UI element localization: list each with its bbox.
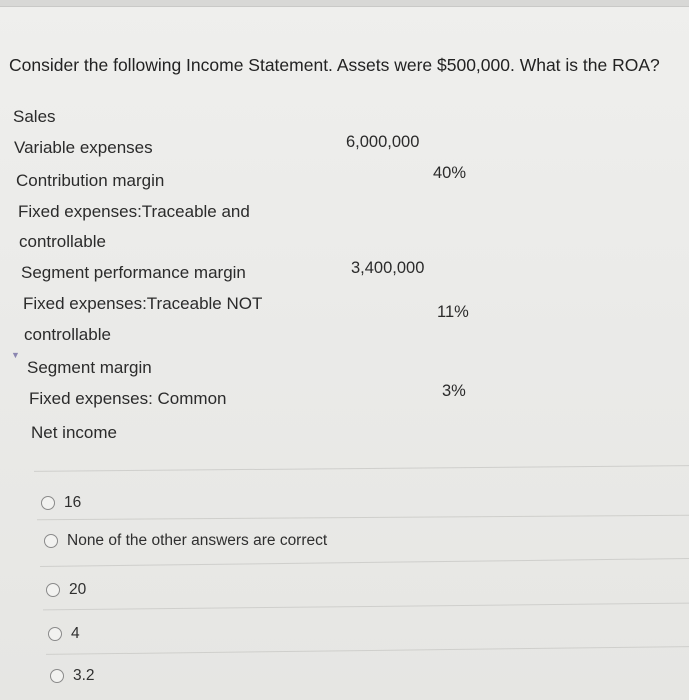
row-label-segment-performance-margin: Segment performance margin (21, 263, 246, 282)
row-label-fixed-traceable-not-controllable: Fixed expenses:Traceable NOT (23, 294, 263, 313)
row-label-net-income: Net income (31, 423, 117, 442)
answer-option-none-correct[interactable] (44, 532, 327, 550)
radio-button[interactable] (48, 627, 62, 641)
divider (46, 646, 689, 655)
radio-button[interactable] (50, 669, 64, 683)
answer-option-16[interactable] (41, 494, 81, 512)
divider (43, 603, 689, 611)
row-label-fixed-traceable-controllable: Fixed expenses:Traceable and (18, 202, 250, 221)
divider (40, 558, 689, 567)
value-fixed-common-percent: 3% (442, 382, 466, 400)
answer-option-3-2[interactable] (50, 667, 95, 685)
row-label-fixed-traceable-controllable-cont: controllable (19, 232, 106, 251)
row-label-segment-margin: Segment margin (27, 358, 152, 377)
answer-label: 3.2 (73, 667, 95, 684)
top-border (0, 0, 689, 7)
answer-label: 16 (64, 494, 82, 511)
value-fixed-traceable-controllable: 3,400,000 (351, 259, 425, 277)
radio-button[interactable] (41, 496, 55, 510)
cursor-mark: ▼ (11, 350, 20, 360)
row-label-contribution-margin: Contribution margin (16, 171, 165, 190)
answer-label: None of the other answers are correct (67, 532, 328, 549)
question-text: Consider the following Income Statement. Assets were $500,000. What is the ROA? (9, 55, 660, 75)
radio-button[interactable] (46, 583, 60, 597)
row-label-fixed-common: Fixed expenses: Common (29, 389, 227, 408)
value-fixed-traceable-not-controllable-percent: 11% (437, 303, 469, 321)
value-variable-expense-percent: 40% (433, 164, 467, 182)
row-label-variable-expenses: Variable expenses (14, 138, 153, 157)
answer-option-20[interactable] (46, 581, 86, 599)
row-label-fixed-traceable-not-controllable-cont: controllable (24, 325, 111, 344)
divider (37, 515, 689, 521)
row-label-sales: Sales (13, 107, 56, 126)
answer-label: 20 (69, 581, 87, 598)
answer-label: 4 (71, 625, 80, 642)
radio-button[interactable] (44, 534, 58, 548)
answer-option-4[interactable] (48, 625, 80, 643)
value-sales: 6,000,000 (346, 133, 420, 151)
divider (34, 465, 689, 472)
